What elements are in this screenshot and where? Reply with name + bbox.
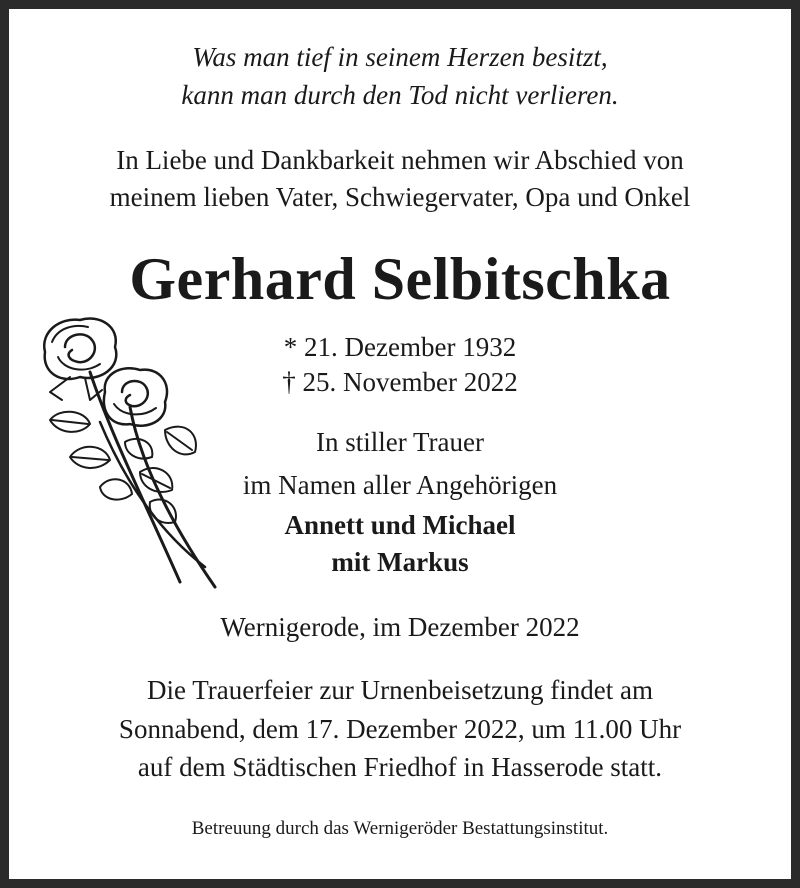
funeral-home-note: Betreuung durch das Wernigeröder Bestattungsinstitut. [191, 818, 609, 839]
death-date: † 25. November 2022 [282, 367, 518, 397]
mourner-names-1: Annett und Michael [284, 510, 516, 540]
place-date: Wernigerode, im Dezember 2022 [220, 612, 580, 642]
mourning-line-1: In stiller Trauer [316, 427, 484, 457]
ceremony-line-3: auf dem Städtischen Friedhof in Hasserode statt. [137, 752, 663, 782]
mourner-names-2: mit Markus [331, 547, 469, 577]
mourning-line-2: im Namen aller Angehörigen [242, 470, 558, 500]
intro-line-1: In Liebe und Dankbarkeit nehmen wir Abschied von [116, 145, 684, 175]
ceremony-line-2: Sonnabend, dem 17. Dezember 2022, um 11.00 Uhr [118, 714, 682, 744]
quote-line-1: Was man tief in seinem Herzen besitzt, [192, 42, 608, 72]
deceased-name: Gerhard Selbitschka [129, 246, 671, 312]
intro-line-2: meinem lieben Vater, Schwiegervater, Opa und Onkel [109, 182, 691, 212]
quote-line-2: kann man durch den Tod nicht verlieren. [181, 80, 619, 110]
ceremony-line-1: Die Trauerfeier zur Urnenbeisetzung findet am [146, 675, 654, 705]
birth-date: * 21. Dezember 1932 [283, 332, 517, 362]
